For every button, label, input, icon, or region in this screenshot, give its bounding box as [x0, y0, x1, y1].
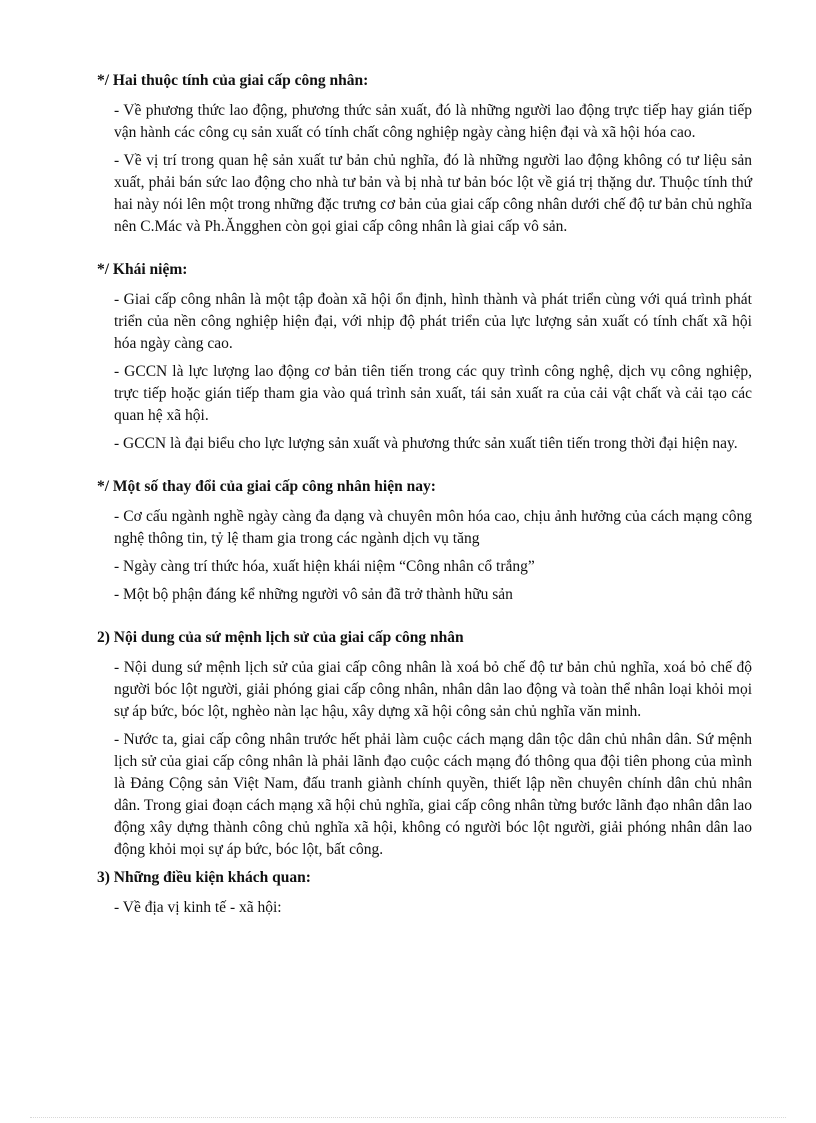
section-khai-niem: [97, 259, 752, 455]
paragraph: - Nội dung sứ mệnh lịch sử của giai cấp công nhân là xoá bỏ chế độ tư bản chủ nghĩa, xoá bỏ chế độ người bóc lột người, giải phóng giai cấp công nhân, nhân dân lao động và toàn thể nhân loại khỏi mọi sự áp bức, bóc lột, nghèo nàn lạc hậu, xây dựng xã hội công sản chủ nghĩa văn minh.: [114, 659, 752, 720]
paragraph: - Ngày càng trí thức hóa, xuất hiện khái niệm “Công nhân cổ trắng”: [114, 558, 535, 575]
page-bottom-divider: [30, 1117, 786, 1118]
paragraph: - GCCN là lực lượng lao động cơ bản tiên tiến trong các quy trình công nghệ, dịch vụ công nghiệp, trực tiếp hoặc gián tiếp tham gia vào quá trình sản xuất, tái sản xuất ra của cải vật chất và cải tạo các quan hệ xã hội.: [114, 363, 752, 424]
paragraph: - Về vị trí trong quan hệ sản xuất tư bản chủ nghĩa, đó là những người lao động không có tư liệu sản xuất, phải bán sức lao động cho nhà tư bản và bị nhà tư bản bóc lột về giá trị thặng dư. Thuộc tính thứ hai này nói lên một trong những đặc trưng cơ bản của giai cấp công nhân dưới chế độ tư bản chủ nghĩa nên C.Mác và Ph.Ăngghen còn gọi giai cấp công nhân là giai cấp vô sản.: [114, 152, 752, 235]
section-thay-doi: [97, 476, 752, 606]
section-heading: */ Khái niệm:: [97, 261, 188, 278]
section-dieu-kien-khach-quan: [97, 867, 752, 919]
document-body: [97, 70, 752, 925]
section-noi-dung-su-menh: [97, 627, 752, 861]
paragraph: - Về địa vị kinh tế - xã hội:: [114, 899, 282, 916]
paragraph: - Một bộ phận đáng kể những người vô sản đã trở thành hữu sản: [114, 586, 513, 603]
section-heading: */ Hai thuộc tính của giai cấp công nhân:: [97, 72, 369, 89]
section-heading: */ Một số thay đổi của giai cấp công nhân hiện nay:: [97, 478, 436, 495]
section-heading: 2) Nội dung của sứ mệnh lịch sử của giai cấp công nhân: [97, 629, 464, 646]
section-hai-thuoc-tinh: [97, 70, 752, 238]
paragraph: - Về phương thức lao động, phương thức sản xuất, đó là những người lao động trực tiếp hay gián tiếp vận hành các công cụ sản xuất có tính chất công nghiệp ngày càng hiện đại và xã hội hóa cao.: [114, 102, 752, 141]
paragraph: - Cơ cấu ngành nghề ngày càng đa dạng và chuyên môn hóa cao, chịu ảnh hưởng của cách mạng công nghệ thông tin, tỷ lệ tham gia trong các ngành dịch vụ tăng: [114, 508, 752, 547]
paragraph: - Giai cấp công nhân là một tập đoàn xã hội ổn định, hình thành và phát triển cùng với quá trình phát triển của nền công nghiệp hiện đại, với nhịp độ phát triển của lực lượng sản xuất có tính chất xã hội hóa ngày càng cao.: [114, 291, 752, 352]
section-heading: 3) Những điều kiện khách quan:: [97, 869, 311, 886]
paragraph: - GCCN là đại biểu cho lực lượng sản xuất và phương thức sản xuất tiên tiến trong thời đại hiện nay.: [114, 435, 738, 452]
paragraph: - Nước ta, giai cấp công nhân trước hết phải làm cuộc cách mạng dân tộc dân chủ nhân dân. Sứ mệnh lịch sử của giai cấp công nhân là phải lãnh đạo cuộc cách mạng đó thông qua đội tiên phong của mình là Đảng Cộng sản Việt Nam, đấu tranh giành chính quyền, thiết lập nền chuyên chính dân chủ nhân dân. Trong giai đoạn cách mạng xã hội chủ nghĩa, giai cấp công nhân từng bước lãnh đạo nhân dân lao động xây dựng thành công chủ nghĩa xã hội, không có người bóc lột người, giải phóng nhân dân lao động khỏi mọi sự áp bức, bóc lột, bất công.: [114, 731, 752, 858]
